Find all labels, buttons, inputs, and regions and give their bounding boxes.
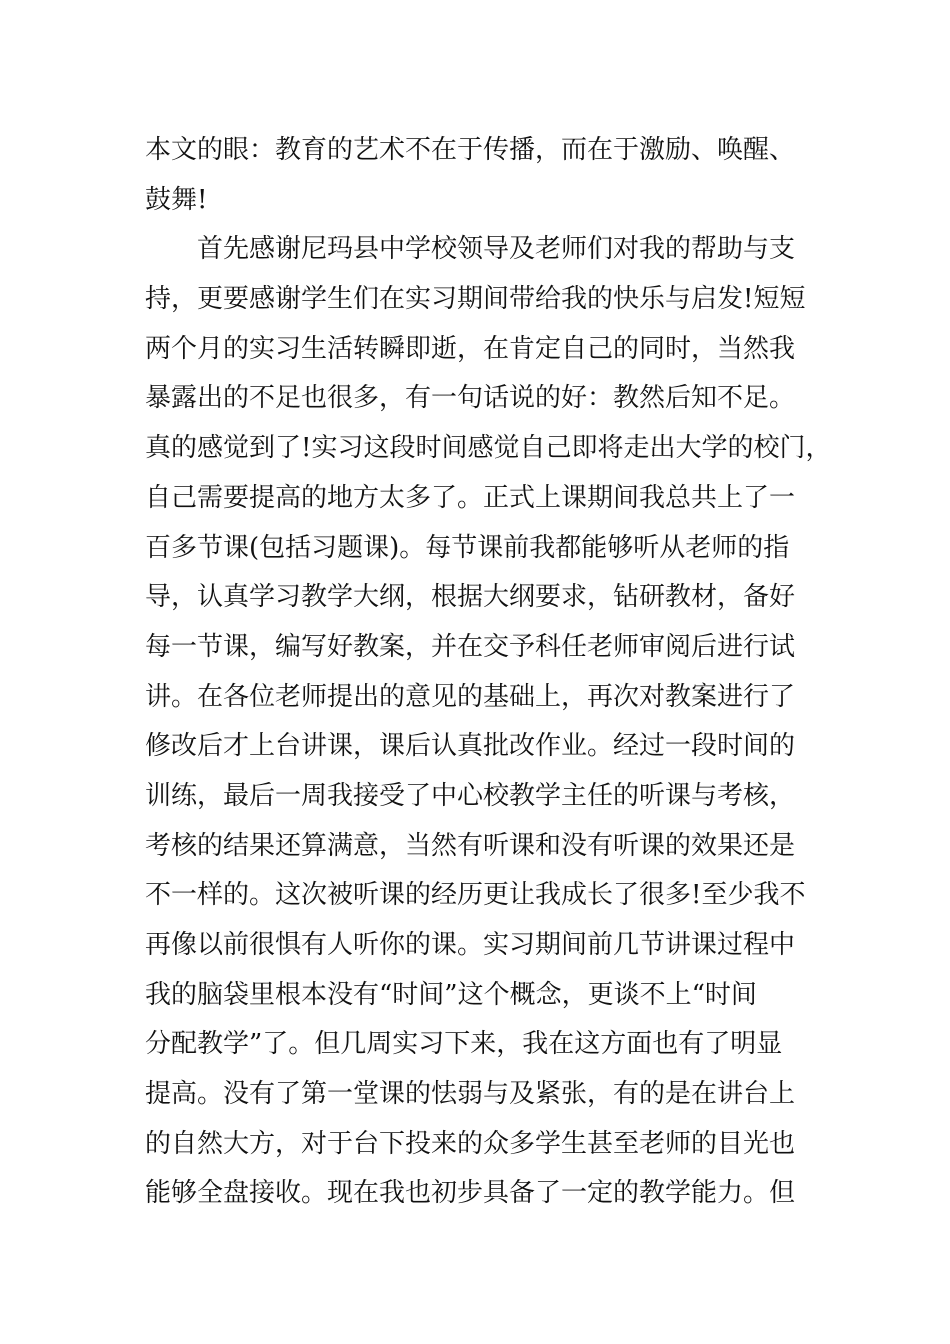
text-line: 两个月的实习生活转瞬即逝，在肯定自己的同时，当然我 [145,333,796,364]
text-line: 首先感谢尼玛县中学校领导及老师们对我的帮助与支 [197,234,796,265]
paragraph [145,126,810,225]
text-line: 持，更要感谢学生们在实习期间带给我的快乐与启发!短短 [145,284,806,315]
text-line: 百多节课(包括习题课)。每节课前我都能够听从老师的指 [145,532,790,563]
text-line: 训练，最后一周我接受了中心校教学主任的听课与考核， [145,780,796,811]
text-line: 真的感觉到了!实习这段时间感觉自己即将走出大学的校门， [145,433,832,464]
text-line: 自己需要提高的地方太多了。正式上课期间我总共上了一 [145,482,796,513]
text-line: 的自然大方，对于台下投来的众多学生甚至老师的目光也 [145,1128,796,1159]
text-line: 讲。在各位老师提出的意见的基础上，再次对教案进行了 [145,681,796,712]
text-line: 分配教学”了。但几周实习下来，我在这方面也有了明显 [145,1029,783,1060]
text-line: 每一节课，编写好教案，并在交予科任老师审阅后进行试 [145,631,796,662]
text-line: 导，认真学习教学大纲，根据大纲要求，钻研教材，备好 [145,582,796,613]
text-line: 考核的结果还算满意，当然有听课和没有听课的效果还是 [145,830,796,861]
text-line: 暴露出的不足也很多，有一句话说的好：教然后知不足。 [145,383,796,414]
paragraph [145,225,832,1219]
text-line: 我的脑袋里根本没有“时间”这个概念，更谈不上“时间 [145,979,757,1010]
text-line: 鼓舞! [145,184,208,215]
text-line: 再像以前很惧有人听你的课。实习期间前几节讲课过程中 [145,930,796,960]
text-line: 修改后才上台讲课，课后认真批改作业。经过一段时间的 [145,731,796,762]
text-line: 本文的眼：教育的艺术不在于传播，而在于激励、唤醒、 [145,135,796,165]
text-line: 不一样的。这次被听课的经历更让我成长了很多!至少我不 [145,880,806,911]
text-line: 提高。没有了第一堂课的怯弱与及紧张，有的是在讲台上 [145,1079,796,1110]
document-body [145,126,832,1219]
text-line: 能够全盘接收。现在我也初步具备了一定的教学能力。但 [145,1178,796,1209]
